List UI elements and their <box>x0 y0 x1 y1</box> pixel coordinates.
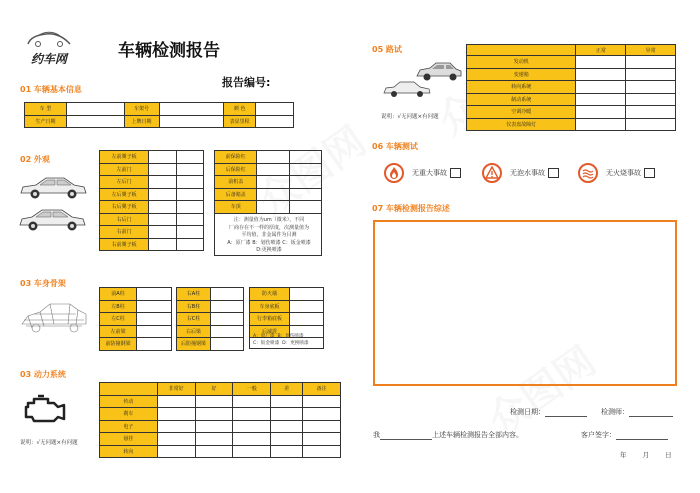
cell[interactable] <box>576 56 626 69</box>
cell[interactable] <box>233 408 271 421</box>
label-roadtest: 变速箱 <box>467 68 576 81</box>
logo <box>24 28 74 66</box>
legend-item: B：划伤喷漆 <box>277 334 304 339</box>
cell[interactable] <box>195 445 233 458</box>
label-exterior: 左前门 <box>100 163 149 176</box>
test-label: 无重大事故 <box>412 169 447 177</box>
car-frame-icon <box>18 296 90 336</box>
label-exterior: 右前翼子板 <box>100 238 149 251</box>
cell[interactable] <box>576 81 626 94</box>
test-label: 无泡水事故 <box>510 169 545 177</box>
exterior-left-table <box>99 150 204 251</box>
legend-item: C：钣金喷漆 <box>253 341 280 346</box>
inspection-date <box>510 407 587 417</box>
logo-text: 约车网 <box>30 52 67 66</box>
test-item-flood[interactable] <box>482 162 559 184</box>
note-line: 注：测量值为um（微米），不同 <box>233 217 305 223</box>
cell[interactable] <box>211 338 244 351</box>
cell[interactable] <box>289 188 321 201</box>
label-powertrain: 传动 <box>100 395 158 408</box>
label-exterior: 左后翼子板 <box>100 188 149 201</box>
cell[interactable] <box>137 338 172 351</box>
field-vin[interactable] <box>159 103 224 116</box>
cell[interactable] <box>303 408 341 421</box>
label-roadtest: 空调冷暖 <box>467 106 576 119</box>
cell[interactable] <box>289 151 321 164</box>
cell[interactable] <box>195 433 233 446</box>
cell[interactable] <box>271 395 303 408</box>
label-frame: 车身底板 <box>250 300 290 313</box>
label-roadtest: 转向系统 <box>467 81 576 94</box>
label-frame: 后减震 <box>250 325 290 338</box>
label-exterior: 右后翼子板 <box>100 201 149 214</box>
cell[interactable] <box>157 433 195 446</box>
legend-item: A：原厂漆 <box>253 334 275 339</box>
cell[interactable] <box>290 288 324 301</box>
checkbox[interactable] <box>450 168 461 178</box>
section-06-title: 06 车辆测试 <box>372 142 418 151</box>
section-05-title: 05 路试 <box>372 45 402 54</box>
section-07-title: 07 车辆检测报告综述 <box>372 204 450 213</box>
cell[interactable] <box>157 408 195 421</box>
frame-group-3 <box>249 287 324 349</box>
header-cell: 备注 <box>303 383 341 396</box>
cell[interactable] <box>257 201 289 214</box>
cell[interactable] <box>290 313 324 326</box>
cell[interactable] <box>271 408 303 421</box>
section-02-title: 02 外观 <box>20 155 50 164</box>
cell[interactable] <box>576 68 626 81</box>
label-roadtest: 发动机 <box>467 56 576 69</box>
cell[interactable] <box>149 163 176 176</box>
label-frame: 右C柱 <box>177 313 211 326</box>
label-exterior: 车顶 <box>215 201 257 214</box>
sign-field[interactable] <box>616 439 668 440</box>
inspector <box>601 407 673 417</box>
label-powertrain: 刹车 <box>100 408 158 421</box>
field-color[interactable] <box>256 103 294 116</box>
cell[interactable] <box>137 288 172 301</box>
field-registration-date[interactable] <box>159 115 224 128</box>
inspector-field[interactable] <box>629 416 673 417</box>
cell[interactable] <box>626 106 676 119</box>
year-label: 年 <box>620 451 627 459</box>
cell[interactable] <box>257 151 289 164</box>
cell[interactable] <box>137 325 172 338</box>
cell[interactable] <box>289 201 321 214</box>
cell[interactable] <box>576 93 626 106</box>
label-model: 车 型 <box>25 103 67 116</box>
cell[interactable] <box>233 420 271 433</box>
label-frame: 后防撞钢梁 <box>177 338 211 351</box>
inspector-label: 检测师： <box>601 408 629 416</box>
cell[interactable] <box>271 433 303 446</box>
cell[interactable] <box>626 56 676 69</box>
label-frame: 右A柱 <box>177 288 211 301</box>
frame-table-1 <box>99 287 172 351</box>
statement-prefix: 我 <box>373 431 380 439</box>
customer-sign <box>581 430 668 440</box>
measurement-note <box>219 217 319 255</box>
label-powertrain: 转向 <box>100 445 158 458</box>
exterior-right-group <box>214 150 322 256</box>
paint-legend <box>253 333 309 347</box>
cell[interactable] <box>303 420 341 433</box>
cell[interactable] <box>626 118 676 131</box>
month-label: 月 <box>642 451 650 459</box>
field-production-date[interactable] <box>66 115 124 128</box>
cell[interactable] <box>176 201 203 214</box>
test-label: 无火烧事故 <box>606 169 641 177</box>
cell[interactable] <box>257 188 289 201</box>
cell[interactable] <box>289 176 321 189</box>
label-exterior: 左后门 <box>100 176 149 189</box>
statement-text: 上述车辆检测报告全部内容。 <box>432 431 523 439</box>
label-frame: 前A柱 <box>100 288 137 301</box>
roadtest-table <box>466 44 676 131</box>
header-cell: 一般 <box>233 383 271 396</box>
cell[interactable] <box>176 226 203 239</box>
cell[interactable] <box>195 408 233 421</box>
cell[interactable] <box>257 176 289 189</box>
section-04-title: 03 动力系统 <box>20 370 66 379</box>
field-model[interactable] <box>66 103 124 116</box>
cell[interactable] <box>157 395 195 408</box>
water-icon <box>482 163 502 183</box>
cell[interactable] <box>626 81 676 94</box>
cell[interactable] <box>303 433 341 446</box>
cell[interactable] <box>303 445 341 458</box>
header-cell: 正常 <box>576 45 626 56</box>
flame-icon <box>578 163 598 183</box>
cell[interactable] <box>176 163 203 176</box>
field-mileage[interactable] <box>256 115 294 128</box>
car-side-icon <box>382 80 432 98</box>
cell[interactable] <box>211 288 244 301</box>
label-frame: 右B柱 <box>177 300 211 313</box>
cell[interactable] <box>271 445 303 458</box>
car-side-icon <box>18 207 88 233</box>
header-cell <box>467 45 576 56</box>
label-frame: 前防撞钢梁 <box>100 338 137 351</box>
label-vin: 车架号 <box>124 103 159 116</box>
label-frame: 行李箱底板 <box>250 313 290 326</box>
cell[interactable] <box>290 300 324 313</box>
powertrain-table <box>99 382 341 458</box>
section-01-title: 01 车辆基本信息 <box>20 85 82 94</box>
cell[interactable] <box>211 325 244 338</box>
cell[interactable] <box>149 151 176 164</box>
note-line: 厂商存在不一样的厚度，次测量值为 <box>228 224 309 231</box>
test-item-accident[interactable] <box>384 162 461 184</box>
label-frame: 右后梁 <box>177 325 211 338</box>
cell[interactable] <box>195 395 233 408</box>
statement-field[interactable] <box>380 439 432 440</box>
engine-icon <box>22 393 70 425</box>
cell[interactable] <box>149 188 176 201</box>
label-frame: 左C柱 <box>100 313 137 326</box>
cell[interactable] <box>157 420 195 433</box>
cell[interactable] <box>176 238 203 251</box>
cell[interactable] <box>137 300 172 313</box>
cell[interactable] <box>176 213 203 226</box>
label-color: 颜 色 <box>224 103 256 116</box>
label-roadtest: 仪表盘故障灯 <box>467 118 576 131</box>
cell[interactable] <box>149 201 176 214</box>
note-line: A：原厂漆 B：划伤喷漆 C：钣金喷漆 <box>227 239 311 246</box>
cell[interactable] <box>289 163 321 176</box>
label-registration-date: 上牌日期 <box>124 115 159 128</box>
label-exterior: 后保险杠 <box>215 163 257 176</box>
section-03-title: 03 车身骨架 <box>20 279 66 288</box>
cell[interactable] <box>149 213 176 226</box>
cell[interactable] <box>626 93 676 106</box>
cell[interactable] <box>303 395 341 408</box>
exterior-right-table <box>214 150 322 214</box>
car-side-icon <box>18 175 88 201</box>
frame-table-2 <box>176 287 244 351</box>
roadtest-note: 说明：√无问题×有问题 <box>381 114 439 120</box>
cell[interactable] <box>211 313 244 326</box>
cell[interactable] <box>195 420 233 433</box>
label-exterior: 后备箱盖 <box>215 188 257 201</box>
label-exterior: 前保险杠 <box>215 151 257 164</box>
label-production-date: 生产日期 <box>25 115 67 128</box>
page-title: 车辆检测报告 <box>118 41 220 61</box>
legend-item: D：更换喷漆 <box>282 341 309 346</box>
header-cell: 异常 <box>626 45 676 56</box>
label-mileage: 表显里程 <box>224 115 256 128</box>
cell[interactable] <box>271 420 303 433</box>
note-line: D:更换喷漆 <box>256 247 282 253</box>
frame-table-3 <box>249 287 324 338</box>
summary-box[interactable] <box>373 220 677 386</box>
sign-date <box>620 450 672 459</box>
label-exterior: 右前门 <box>100 226 149 239</box>
report-number-label: 报告编号: <box>222 76 271 89</box>
cell[interactable] <box>149 238 176 251</box>
header-cell: 好 <box>195 383 233 396</box>
cell[interactable] <box>176 188 203 201</box>
cell[interactable] <box>137 313 172 326</box>
label-exterior: 右后门 <box>100 213 149 226</box>
cell[interactable] <box>626 68 676 81</box>
cell[interactable] <box>149 226 176 239</box>
label-roadtest: 制动系统 <box>467 93 576 106</box>
label-powertrain: 电子 <box>100 420 158 433</box>
label-powertrain: 悬挂 <box>100 433 158 446</box>
day-label: 日 <box>665 451 672 459</box>
label-exterior: 前机盖 <box>215 176 257 189</box>
cell[interactable] <box>233 445 271 458</box>
test-item-fire[interactable] <box>578 162 655 184</box>
powertrain-note: 说明：√无问题×有问题 <box>20 440 78 446</box>
cell[interactable] <box>233 433 271 446</box>
cell[interactable] <box>576 106 626 119</box>
fire-icon <box>384 163 404 183</box>
car-logo-icon <box>24 28 74 48</box>
cell[interactable] <box>576 118 626 131</box>
cell[interactable] <box>149 176 176 189</box>
date-label: 检测日期： <box>510 408 545 416</box>
note-line: 平均值，非金属件为目测 <box>241 232 297 238</box>
header-cell: 差 <box>271 383 303 396</box>
label-frame: 防火墙 <box>250 288 290 301</box>
label-exterior: 左前翼子板 <box>100 151 149 164</box>
header-cell: 非常好 <box>157 383 195 396</box>
checkbox[interactable] <box>548 168 559 178</box>
cell[interactable] <box>176 151 203 164</box>
car-front-icon <box>414 60 464 82</box>
statement <box>373 430 523 440</box>
checkbox[interactable] <box>644 168 655 178</box>
sign-label: 客户签字： <box>581 431 616 439</box>
cell[interactable] <box>257 163 289 176</box>
date-field[interactable] <box>545 416 587 417</box>
label-frame: 左B柱 <box>100 300 137 313</box>
basic-info-table <box>24 102 294 128</box>
cell[interactable] <box>233 395 271 408</box>
cell[interactable] <box>211 300 244 313</box>
header-cell <box>100 383 158 396</box>
label-frame: 左前梁 <box>100 325 137 338</box>
cell[interactable] <box>176 176 203 189</box>
cell[interactable] <box>157 445 195 458</box>
